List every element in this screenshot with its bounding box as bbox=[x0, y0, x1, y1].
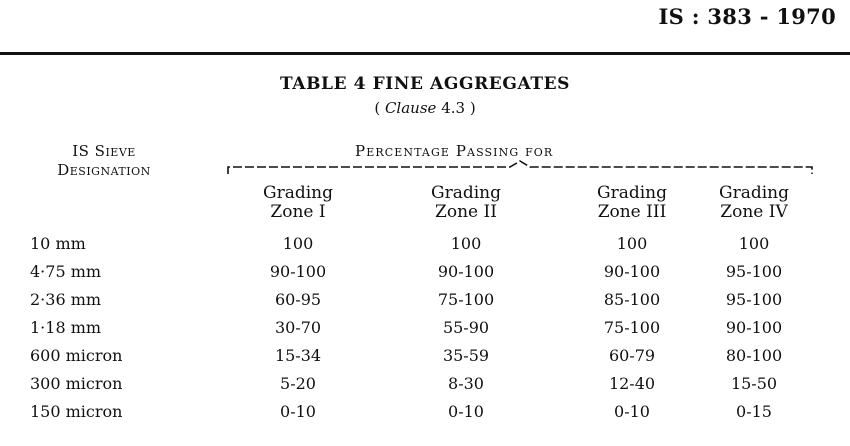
clause-number: 4.3 bbox=[441, 99, 466, 117]
standard-number: IS : 383 - 1970 bbox=[658, 4, 836, 29]
clause-label: Clause bbox=[384, 99, 437, 117]
zone2-cell: 100 bbox=[450, 234, 482, 253]
sieve-cell: 2·36 mm bbox=[30, 290, 102, 309]
zone1-cell: 15-34 bbox=[274, 346, 322, 365]
table-row bbox=[0, 346, 850, 372]
table-row bbox=[0, 374, 850, 400]
zone1-cell: 60-95 bbox=[274, 290, 322, 309]
sieve-cell: 4·75 mm bbox=[30, 262, 102, 281]
zone4-cell: 95-100 bbox=[725, 262, 783, 281]
zone2-cell: 0-10 bbox=[448, 402, 484, 421]
zone3-cell: 85-100 bbox=[603, 290, 661, 309]
zone4-cell: 15-50 bbox=[730, 374, 778, 393]
sieve-cell: 150 micron bbox=[30, 402, 123, 421]
zone-header-1: Grading Zone I bbox=[263, 183, 333, 222]
table-row bbox=[0, 290, 850, 316]
sieve-cell: 10 mm bbox=[30, 234, 86, 253]
table-row bbox=[0, 234, 850, 260]
zone2-cell: 55-90 bbox=[442, 318, 490, 337]
zone1-cell: 5-20 bbox=[280, 374, 316, 393]
sieve-cell: 1·18 mm bbox=[30, 318, 102, 337]
sieve-header-line1: IS Sieve bbox=[72, 142, 136, 160]
zone3-cell: 75-100 bbox=[603, 318, 661, 337]
zone1-cell: 0-10 bbox=[280, 402, 316, 421]
zone3-cell: 0-10 bbox=[614, 402, 650, 421]
header-rule bbox=[0, 52, 850, 55]
zone4-cell: 80-100 bbox=[725, 346, 783, 365]
sieve-cell: 300 micron bbox=[30, 374, 123, 393]
zone4-cell: 100 bbox=[738, 234, 770, 253]
zone-header-4: Grading Zone IV bbox=[719, 183, 789, 222]
zone4-cell: 0-15 bbox=[736, 402, 772, 421]
table-row bbox=[0, 262, 850, 288]
table-title: TABLE 4 FINE AGGREGATES bbox=[279, 74, 571, 94]
zone-header-3: Grading Zone III bbox=[597, 183, 667, 222]
zone2-cell: 75-100 bbox=[437, 290, 495, 309]
table-row bbox=[0, 318, 850, 344]
zone3-cell: 60-79 bbox=[608, 346, 656, 365]
percentage-passing-header: Percentage Passing for bbox=[355, 142, 554, 160]
clause-reference: ( Clause 4.3 ) bbox=[374, 99, 476, 117]
zone3-cell: 100 bbox=[616, 234, 648, 253]
sieve-cell: 600 micron bbox=[30, 346, 123, 365]
sieve-column-header bbox=[4, 142, 204, 180]
zone1-cell: 90-100 bbox=[269, 262, 327, 281]
zone4-cell: 90-100 bbox=[725, 318, 783, 337]
zone2-cell: 8-30 bbox=[448, 374, 484, 393]
zone3-cell: 90-100 bbox=[603, 262, 661, 281]
table-row bbox=[0, 402, 850, 428]
zone2-cell: 90-100 bbox=[437, 262, 495, 281]
zone1-cell: 30-70 bbox=[274, 318, 322, 337]
zone1-cell: 100 bbox=[282, 234, 314, 253]
zone4-cell: 95-100 bbox=[725, 290, 783, 309]
zone3-cell: 12-40 bbox=[608, 374, 656, 393]
sieve-header-line2: Designation bbox=[57, 161, 151, 179]
zone2-cell: 35-59 bbox=[442, 346, 490, 365]
grouping-brace bbox=[226, 160, 816, 182]
zone-header-2: Grading Zone II bbox=[431, 183, 501, 222]
